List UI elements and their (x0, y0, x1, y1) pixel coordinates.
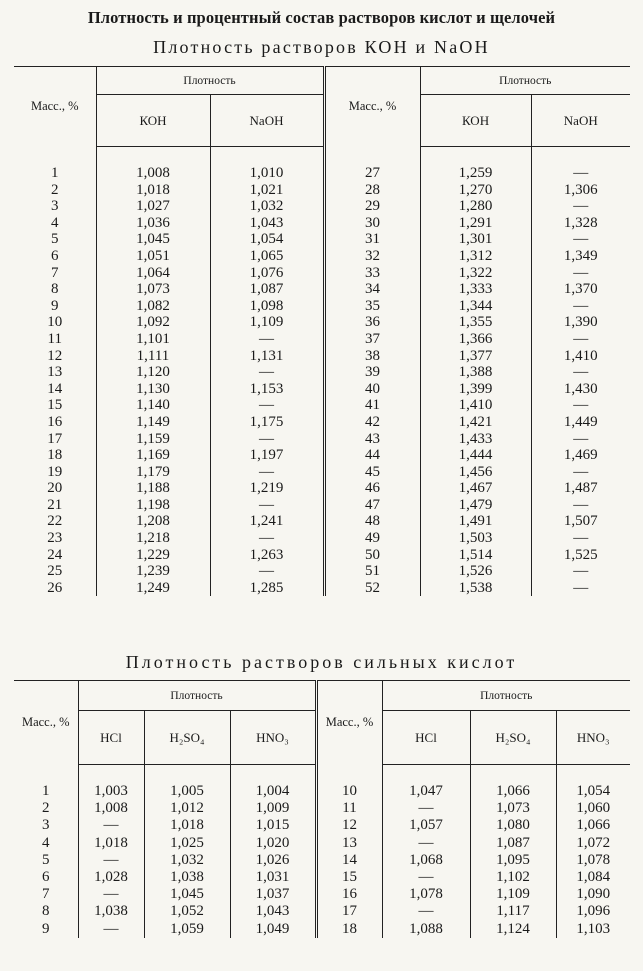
density-cell: — (531, 497, 630, 514)
table-row (14, 331, 630, 348)
mass-percent-cell: 29 (324, 198, 420, 215)
mass-percent-cell: 14 (316, 852, 382, 869)
density-cell: 1,052 (144, 903, 230, 920)
h2so4-column-header: H₂SO₄ (470, 711, 556, 765)
density-cell: 1,219 (210, 480, 324, 497)
mass-percent-cell: 12 (316, 817, 382, 834)
density-cell: — (78, 921, 144, 938)
density-cell: 1,036 (96, 215, 210, 232)
density-cell: 1,526 (420, 563, 531, 580)
density-cell: 1,038 (78, 903, 144, 920)
density-cell: 1,355 (420, 314, 531, 331)
density-cell: — (210, 364, 324, 381)
mass-percent-cell: 31 (324, 231, 420, 248)
mass-percent-cell: 15 (316, 869, 382, 886)
density-cell: 1,291 (420, 215, 531, 232)
density-cell: 1,098 (210, 298, 324, 315)
mass-percent-cell: 35 (324, 298, 420, 315)
density-cell: 1,065 (210, 248, 324, 265)
density-cell: 1,043 (210, 215, 324, 232)
density-cell: — (531, 431, 630, 448)
table-row (14, 869, 630, 886)
density-cell: 1,175 (210, 414, 324, 431)
mass-percent-cell: 19 (47, 463, 63, 480)
mass-percent-cell: 9 (42, 920, 50, 937)
mass-percent-cell: 37 (324, 331, 420, 348)
koh-naoh-density-table (14, 66, 630, 596)
mass-percent-cell: 42 (324, 414, 420, 431)
mass-percent-cell: 14 (47, 380, 63, 397)
density-cell: 1,179 (96, 464, 210, 481)
density-cell: — (382, 903, 470, 920)
mass-percent-cell: 24 (47, 546, 63, 563)
mass-percent-cell: 3 (42, 817, 50, 834)
density-cell: 1,066 (556, 817, 630, 834)
density-cell: 1,197 (210, 447, 324, 464)
density-cell: 1,109 (210, 314, 324, 331)
density-cell: 1,103 (556, 921, 630, 938)
density-cell: 1,004 (230, 765, 316, 801)
density-cell: 1,012 (144, 800, 230, 817)
hcl-column-header: HCl (382, 711, 470, 765)
density-cell: 1,229 (96, 547, 210, 564)
mass-percent-cell: 23 (47, 530, 63, 547)
density-cell: — (210, 497, 324, 514)
mass-percent-cell: 17 (316, 903, 382, 920)
density-cell: 1,038 (144, 869, 230, 886)
density-cell: 1,021 (210, 182, 324, 199)
density-cell: 1,049 (230, 921, 316, 938)
density-group-header: Плотность (78, 681, 316, 711)
density-cell: 1,444 (420, 447, 531, 464)
mass-percent-header: Масс., % (14, 681, 78, 765)
density-cell: 1,421 (420, 414, 531, 431)
density-cell: 1,117 (470, 903, 556, 920)
density-cell: — (531, 198, 630, 215)
mass-percent-cell: 2 (51, 181, 59, 198)
density-cell: — (78, 886, 144, 903)
table-row (14, 447, 630, 464)
density-cell: — (531, 298, 630, 315)
density-cell: 1,349 (531, 248, 630, 265)
density-cell: 1,096 (556, 903, 630, 920)
mass-percent-cell: 32 (324, 248, 420, 265)
density-cell: 1,538 (420, 580, 531, 597)
density-cell: 1,073 (96, 281, 210, 298)
koh-column-header: КОН (420, 95, 531, 147)
density-cell: 1,487 (531, 480, 630, 497)
mass-percent-cell: 2 (42, 800, 50, 817)
table-row (14, 547, 630, 564)
density-cell: — (531, 231, 630, 248)
density-cell: 1,370 (531, 281, 630, 298)
table-row (14, 800, 630, 817)
density-cell: 1,467 (420, 480, 531, 497)
mass-percent-cell: 30 (324, 215, 420, 232)
density-cell: 1,037 (230, 886, 316, 903)
density-cell: 1,020 (230, 835, 316, 852)
density-cell: 1,003 (78, 765, 144, 801)
mass-percent-cell: 51 (324, 563, 420, 580)
density-cell: 1,218 (96, 530, 210, 547)
density-cell: 1,087 (470, 835, 556, 852)
density-cell: — (531, 530, 630, 547)
density-cell: 1,456 (420, 464, 531, 481)
table1-title: Плотность растворов КОН и NaOH (153, 37, 490, 57)
table-row (14, 215, 630, 232)
density-cell: 1,149 (96, 414, 210, 431)
density-cell: 1,073 (470, 800, 556, 817)
mass-percent-cell: 4 (51, 214, 59, 231)
density-cell: 1,249 (96, 580, 210, 597)
table-row (14, 248, 630, 265)
table-row (14, 580, 630, 597)
density-cell: 1,491 (420, 513, 531, 530)
table-row (14, 147, 630, 182)
table-row (14, 903, 630, 920)
density-cell: 1,084 (556, 869, 630, 886)
table-row (14, 852, 630, 869)
mass-percent-cell: 36 (324, 314, 420, 331)
density-cell: 1,045 (96, 231, 210, 248)
density-cell: 1,140 (96, 397, 210, 414)
density-cell: 1,388 (420, 364, 531, 381)
density-cell: 1,072 (556, 835, 630, 852)
density-cell: 1,410 (531, 348, 630, 365)
table-row (14, 265, 630, 282)
mass-percent-cell: 25 (47, 563, 63, 580)
mass-percent-cell: 5 (42, 851, 50, 868)
density-cell: 1,514 (420, 547, 531, 564)
density-cell: 1,088 (382, 921, 470, 938)
density-cell: 1,503 (420, 530, 531, 547)
mass-percent-cell: 6 (42, 869, 50, 886)
table-row (14, 886, 630, 903)
density-cell: 1,479 (420, 497, 531, 514)
density-cell: 1,366 (420, 331, 531, 348)
density-cell: 1,280 (420, 198, 531, 215)
table-row (14, 921, 630, 938)
density-cell: 1,027 (96, 198, 210, 215)
table-row (14, 765, 630, 801)
table2-title: Плотность растворов сильных кислот (125, 652, 518, 672)
density-cell: — (382, 869, 470, 886)
mass-percent-cell: 9 (51, 297, 59, 314)
hno3-column-header: HNO₃ (556, 711, 630, 765)
table-row (14, 464, 630, 481)
mass-percent-cell: 4 (42, 834, 50, 851)
density-cell: 1,259 (420, 147, 531, 182)
mass-percent-cell: 5 (51, 231, 59, 248)
density-cell: — (531, 265, 630, 282)
density-group-header: Плотность (96, 67, 324, 95)
mass-percent-cell: 48 (324, 513, 420, 530)
mass-percent-cell: 28 (324, 182, 420, 199)
table-row (14, 314, 630, 331)
density-cell: 1,469 (531, 447, 630, 464)
mass-percent-cell: 12 (47, 347, 63, 364)
mass-percent-cell: 39 (324, 364, 420, 381)
koh-column-header: КОН (96, 95, 210, 147)
naoh-column-header: NaOH (531, 95, 630, 147)
density-group-header: Плотность (382, 681, 630, 711)
table-row (14, 348, 630, 365)
density-cell: — (382, 800, 470, 817)
mass-percent-cell: 44 (324, 447, 420, 464)
mass-percent-cell: 16 (47, 413, 63, 430)
naoh-column-header: NaOH (210, 95, 324, 147)
density-cell: 1,377 (420, 348, 531, 365)
density-cell: 1,054 (210, 231, 324, 248)
density-cell: — (78, 817, 144, 834)
table-row (14, 431, 630, 448)
density-cell: 1,018 (96, 182, 210, 199)
mass-percent-cell: 6 (51, 247, 59, 264)
density-cell: 1,018 (78, 835, 144, 852)
hno3-column-header: HNO₃ (230, 711, 316, 765)
table-row (14, 182, 630, 199)
density-cell: — (531, 580, 630, 597)
mass-percent-cell: 3 (51, 198, 59, 215)
table-row (14, 513, 630, 530)
mass-percent-cell: 11 (47, 330, 62, 347)
density-cell: 1,008 (96, 147, 210, 182)
mass-percent-cell: 8 (42, 903, 50, 920)
density-cell: — (210, 563, 324, 580)
density-cell: 1,130 (96, 381, 210, 398)
density-cell: 1,087 (210, 281, 324, 298)
density-cell: 1,078 (556, 852, 630, 869)
density-cell: 1,092 (96, 314, 210, 331)
density-cell: 1,068 (382, 852, 470, 869)
density-cell: 1,009 (230, 800, 316, 817)
density-cell: 1,066 (470, 765, 556, 801)
mass-percent-cell: 22 (47, 513, 63, 530)
mass-percent-cell: 33 (324, 265, 420, 282)
mass-percent-cell: 18 (47, 447, 63, 464)
mass-percent-cell: 10 (47, 314, 63, 331)
h2so4-column-header: H₂SO₄ (144, 711, 230, 765)
density-cell: 1,064 (96, 265, 210, 282)
density-cell: 1,159 (96, 431, 210, 448)
density-cell: 1,430 (531, 381, 630, 398)
density-cell: 1,306 (531, 182, 630, 199)
density-cell: 1,131 (210, 348, 324, 365)
density-cell: 1,241 (210, 513, 324, 530)
table-row (14, 835, 630, 852)
density-cell: 1,025 (144, 835, 230, 852)
mass-percent-cell: 11 (316, 800, 382, 817)
page-title: Плотность и процентный состав растворов кислот и щелочей (87, 8, 556, 27)
density-cell: 1,208 (96, 513, 210, 530)
density-cell: 1,047 (382, 765, 470, 801)
density-cell: 1,051 (96, 248, 210, 265)
density-cell: 1,285 (210, 580, 324, 597)
density-cell: 1,057 (382, 817, 470, 834)
density-cell: 1,239 (96, 563, 210, 580)
density-cell: 1,076 (210, 265, 324, 282)
density-group-header: Плотность (420, 67, 630, 95)
density-cell: 1,082 (96, 298, 210, 315)
mass-percent-cell: 38 (324, 348, 420, 365)
density-cell: 1,270 (420, 182, 531, 199)
density-cell: 1,028 (78, 869, 144, 886)
mass-percent-cell: 47 (324, 497, 420, 514)
mass-percent-cell: 13 (316, 835, 382, 852)
density-cell: 1,333 (420, 281, 531, 298)
density-cell: — (210, 397, 324, 414)
density-cell: 1,328 (531, 215, 630, 232)
mass-percent-cell: 46 (324, 480, 420, 497)
density-cell: — (531, 464, 630, 481)
density-cell: — (531, 563, 630, 580)
table-row (14, 480, 630, 497)
mass-percent-cell: 41 (324, 397, 420, 414)
table-row (14, 563, 630, 580)
density-cell: 1,078 (382, 886, 470, 903)
density-cell: — (210, 530, 324, 547)
mass-percent-cell: 34 (324, 281, 420, 298)
density-cell: 1,449 (531, 414, 630, 431)
density-cell: 1,015 (230, 817, 316, 834)
table-row (14, 497, 630, 514)
mass-percent-cell: 1 (51, 164, 59, 181)
density-cell: — (210, 431, 324, 448)
density-cell: — (531, 364, 630, 381)
density-cell: 1,059 (144, 921, 230, 938)
mass-percent-cell: 16 (316, 886, 382, 903)
table-row (14, 414, 630, 431)
density-cell: 1,399 (420, 381, 531, 398)
density-cell: — (78, 852, 144, 869)
density-cell: 1,008 (78, 800, 144, 817)
table-row (14, 530, 630, 547)
mass-percent-cell: 40 (324, 381, 420, 398)
acid-density-table (14, 680, 630, 938)
table-row (14, 298, 630, 315)
density-cell: 1,525 (531, 547, 630, 564)
density-cell: 1,031 (230, 869, 316, 886)
mass-percent-cell: 43 (324, 431, 420, 448)
density-cell: 1,120 (96, 364, 210, 381)
density-cell: 1,312 (420, 248, 531, 265)
mass-percent-cell: 7 (51, 264, 59, 281)
density-cell: 1,032 (210, 198, 324, 215)
mass-percent-cell: 27 (324, 147, 420, 182)
density-cell: 1,263 (210, 547, 324, 564)
mass-percent-cell: 18 (316, 921, 382, 938)
mass-percent-header: Масс., % (316, 681, 382, 765)
table-row (14, 198, 630, 215)
density-cell: 1,018 (144, 817, 230, 834)
mass-percent-header: Масс., % (324, 67, 420, 147)
density-cell: 1,169 (96, 447, 210, 464)
mass-percent-cell: 20 (47, 480, 63, 497)
density-cell: 1,043 (230, 903, 316, 920)
density-cell: 1,410 (420, 397, 531, 414)
density-cell: 1,109 (470, 886, 556, 903)
table-row (14, 364, 630, 381)
mass-percent-cell: 45 (324, 464, 420, 481)
density-cell: 1,101 (96, 331, 210, 348)
mass-percent-header: Масс., % (14, 67, 96, 147)
density-cell: — (210, 464, 324, 481)
density-cell: 1,188 (96, 480, 210, 497)
mass-percent-cell: 13 (47, 364, 63, 381)
mass-percent-cell: 1 (42, 782, 50, 799)
mass-percent-cell: 49 (324, 530, 420, 547)
mass-percent-cell: 50 (324, 547, 420, 564)
density-cell: 1,032 (144, 852, 230, 869)
density-cell: 1,124 (470, 921, 556, 938)
density-cell: 1,301 (420, 231, 531, 248)
density-cell: 1,322 (420, 265, 531, 282)
density-cell: 1,054 (556, 765, 630, 801)
density-cell: 1,095 (470, 852, 556, 869)
density-cell: 1,102 (470, 869, 556, 886)
hcl-column-header: HCl (78, 711, 144, 765)
density-cell: 1,005 (144, 765, 230, 801)
density-cell: — (531, 147, 630, 182)
table-row (14, 231, 630, 248)
density-cell: 1,344 (420, 298, 531, 315)
mass-percent-cell: 10 (316, 765, 382, 801)
density-cell: 1,090 (556, 886, 630, 903)
mass-percent-cell: 17 (47, 430, 63, 447)
mass-percent-cell: 15 (47, 397, 63, 414)
density-cell: 1,433 (420, 431, 531, 448)
mass-percent-cell: 52 (324, 580, 420, 597)
mass-percent-cell: 7 (42, 886, 50, 903)
mass-percent-cell: 21 (47, 496, 63, 513)
density-cell: — (531, 397, 630, 414)
density-cell: 1,045 (144, 886, 230, 903)
density-cell: 1,060 (556, 800, 630, 817)
density-cell: 1,390 (531, 314, 630, 331)
density-cell: 1,026 (230, 852, 316, 869)
density-cell: 1,080 (470, 817, 556, 834)
density-cell: 1,153 (210, 381, 324, 398)
table-row (14, 281, 630, 298)
density-cell: 1,010 (210, 147, 324, 182)
density-cell: 1,198 (96, 497, 210, 514)
density-cell: — (210, 331, 324, 348)
mass-percent-cell: 26 (47, 579, 63, 596)
table-row (14, 381, 630, 398)
table-row (14, 397, 630, 414)
density-cell: 1,111 (96, 348, 210, 365)
density-cell: — (531, 331, 630, 348)
table-row (14, 817, 630, 834)
density-cell: 1,507 (531, 513, 630, 530)
density-cell: — (382, 835, 470, 852)
mass-percent-cell: 8 (51, 281, 59, 298)
